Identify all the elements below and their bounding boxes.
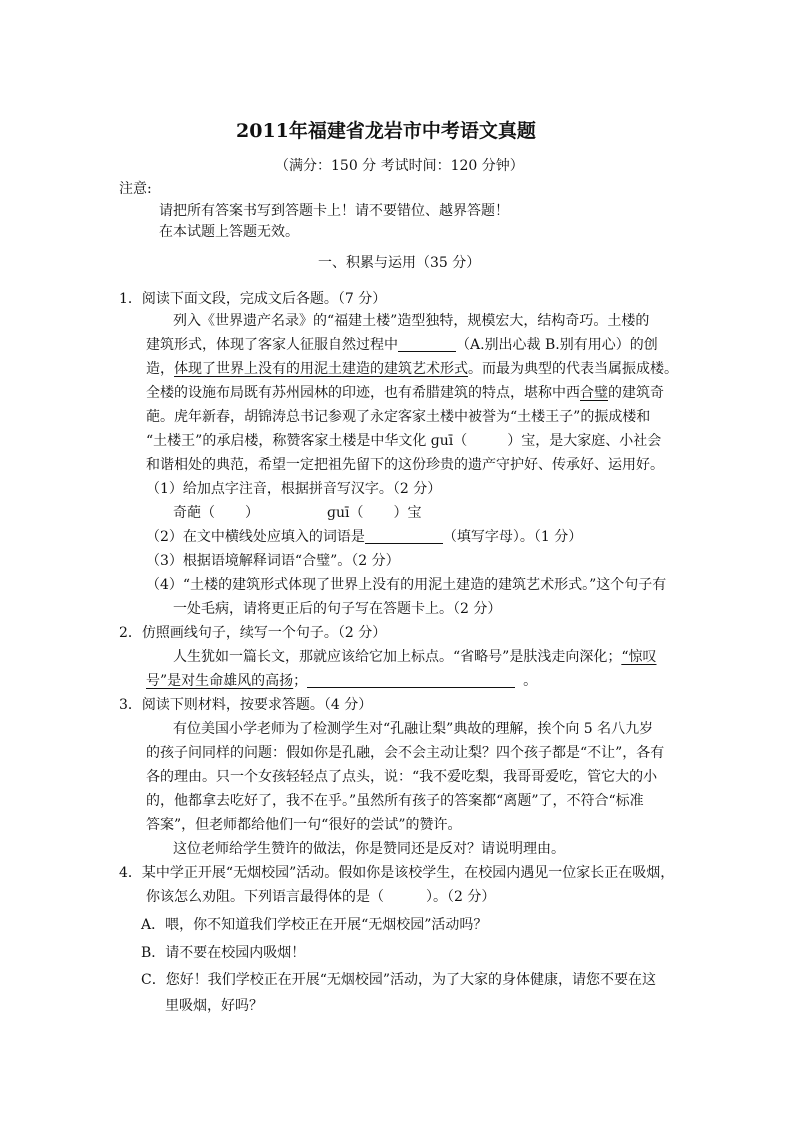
q3-line-1: 有位美国小学老师为了检测学生对“孔融让梨”典故的理解，挨个向 5 名八九岁 [173,721,654,737]
notice-label: 注意: [119,181,152,197]
q4-prompt-2-a: 你该怎么劝阻。下列语言最得体的是（ [146,889,384,905]
q3-line-2: 的孩子问同样的问题：假如你是孔融，会不会主动让梨？四个孩子都是“不让”，各有 [146,745,665,761]
q4-prompt-2-b: ）。（2 分） [426,889,496,905]
q1-sub-1-d: ）宝 [393,505,422,521]
q1-line-3 [146,359,678,379]
q1-line-2-b: （A.别出心裁 B.别有用心）的创 [456,337,658,353]
q2-prompt: 2．仿照画线句子，续写一个句子。（2 分） [119,625,387,641]
notice-line-1: 请把所有答案书写到答题卡上！请不要错位、越界答题！ [159,203,509,219]
q3-line-4: 的，他都拿去吃好了，我不在乎。”虽然所有孩子的答案都“离题”了，不符合“标准 [146,793,644,809]
q1-line-4 [146,383,664,403]
q1-sub-4: （4）“土楼的建筑形式体现了世界上没有的用泥土建造的建筑艺术形式。”这个句子有 [146,577,667,593]
q2-answer-blank[interactable] [307,673,515,688]
q1-underlined-sentence: 体现了世界上没有的用泥土建造的建筑艺术形式 [174,361,468,377]
q2-underlined-end: 号”是对生命雄风的高扬 [146,673,294,689]
q1-line-7: 和谐相处的典范，希望一定把祖先留下的这份珍贵的遗产守护好、传承好、运用好。 [146,457,664,473]
q2-line-2 [146,671,537,691]
q1-line-5: 葩。虎年新春，胡锦涛总书记参观了永定客家土楼中被誉为“土楼王子”的振成楼和 [146,409,651,425]
q1-sub-2-a: （2）在文中横线处应填入的词语是 [146,529,365,545]
q1-line-6-b: ）宝，是大家庭、小社会 [507,433,662,449]
q1-fill-blank[interactable] [398,337,456,352]
q1-sub-2-blank[interactable] [365,529,443,544]
q1-line-6-a: “土楼王”的承启楼，称赞客家土楼是中华文化 ɡuī（ [146,433,468,449]
q1-underlined-word: 合璧 [580,385,608,401]
q3-line-5: 答案”，但老师都给他们一句“很好的尝试”的赞许。 [146,817,462,833]
q1-sub-4-line-2: 一处毛病，请将更正后的句子写在答题卡上。（2 分） [173,601,502,617]
page-title: 2011年福建省龙岩市中考语文真题 [236,120,536,142]
q1-line-6 [146,431,661,451]
q1-sub-1-a: 奇葩（ [173,505,215,521]
exam-info: （满分：150 分 考试时间：120 分钟） [275,158,524,174]
q1-line-4-a: 全楼的设施布局既有苏州园林的印迹，也有希腊建筑的特点，堪称中西 [146,385,580,401]
q3-line-3: 各的理由。只一个女孩轻轻点了点头，说：“我不爱吃梨，我哥哥爱吃，管它大的小 [146,769,658,785]
q4-option-c: C．您好！我们学校正在开展“无烟校园”活动，为了大家的身体健康，请您不要在这 [141,972,657,988]
q1-line-2 [146,335,658,355]
q1-line-1: 列入《世界遗产名录》的“福建土楼”造型独特，规模宏大，结构奇巧。土楼的 [173,313,650,329]
q2-line-1 [173,647,657,667]
q1-line-2-a: 建筑形式，体现了客家人征服自然过程中 [146,337,398,353]
q2-line-2-a: ； [293,673,308,689]
q4-option-a: A．喂，你不知道我们学校正在开展“无烟校园”活动吗？ [141,917,488,933]
q1-sub-1-answers [173,503,421,523]
q4-prompt-line-2 [146,887,495,907]
q4-prompt: 4．某中学正开展“无烟校园”活动。假如你是该校学生，在校园内遇见一位家长正在吸烟， [119,865,675,881]
notice-line-2: 在本试题上答题无效。 [159,224,299,240]
q1-line-4-b: 的建筑奇 [608,385,664,401]
q1-sub-1-c: ɡuī（ [327,505,364,521]
q3-line-6: 这位老师给学生赞许的做法，你是赞同还是反对？请说明理由。 [173,841,565,857]
q2-underlined-start: “惊叹 [621,649,657,665]
q1-sub-1: （1）给加点字注音，根据拼音写汉字。（2 分） [146,481,442,497]
q4-option-c-line-2: 里吸烟，好吗？ [165,998,263,1014]
q1-line-3-b: 。而最为典型的代表当属振成楼。 [468,361,678,377]
q1-sub-2-b: （填写字母）。（1 分） [442,529,583,545]
q4-option-b: B．请不要在校园内吸烟！ [141,945,306,961]
q1-sub-1-b: ） [245,505,259,521]
section-heading: 一、积累与运用（35 分） [318,255,481,271]
q1-sub-3: （3）根据语境解释词语“合璧”。（2 分） [146,553,400,569]
q2-line-1-a: 人生犹如一篇长文，那就应该给它加上标点。“省略号”是肤浅走向深化； [173,649,622,665]
q1-line-3-a: 造， [146,361,174,377]
q1-sub-2 [146,527,582,547]
q1-prompt: 1．阅读下面文段，完成文后各题。（7 分） [119,291,387,307]
q3-prompt: 3．阅读下则材料，按要求答题。（4 分） [119,697,373,713]
q2-line-2-b: 。 [523,673,538,689]
